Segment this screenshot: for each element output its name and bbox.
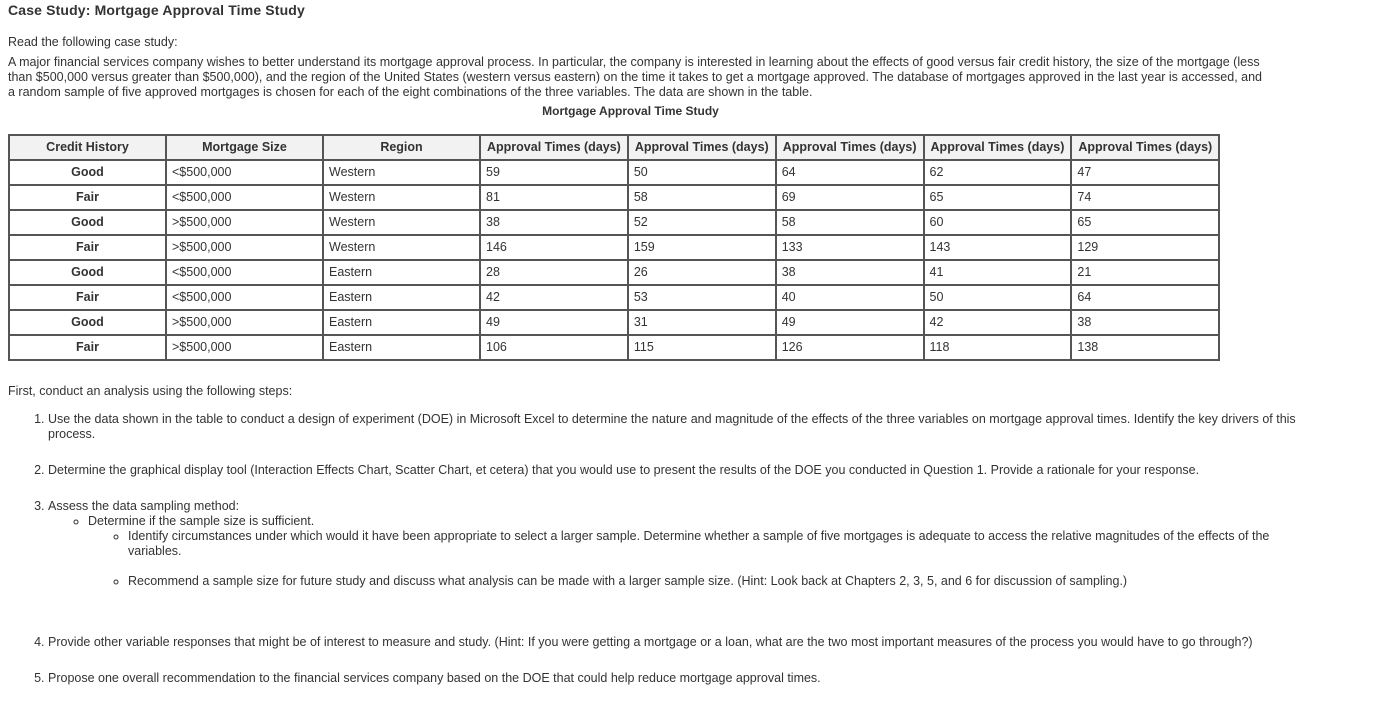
cell-region: Eastern	[323, 285, 480, 310]
cell-mortgage-size: <$500,000	[166, 260, 323, 285]
step-4: 4. Provide other variable responses that might be of interest to measure and study. (Hint: If you were getting a mortgage or a loan, what are the two most important measures of the process you would have to go through?)	[48, 635, 1298, 650]
cell-approval-time: 64	[776, 160, 924, 185]
cell-region: Western	[323, 160, 480, 185]
cell-mortgage-size: >$500,000	[166, 235, 323, 260]
cell-approval-time: 42	[480, 285, 628, 310]
cell-approval-time: 47	[1071, 160, 1219, 185]
cell-approval-time: 59	[480, 160, 628, 185]
step-2: 2. Determine the graphical display tool (Interaction Effects Chart, Scatter Chart, et cetera) that you would use to present the results of the DOE you conducted in Question 1. Provide a rationale for your response.	[48, 463, 1298, 478]
table-row	[9, 310, 1219, 335]
cell-approval-time: 50	[924, 285, 1072, 310]
intro-lead: Read the following case study:	[8, 35, 178, 49]
cell-approval-time: 146	[480, 235, 628, 260]
header-region: Region	[323, 135, 480, 160]
cell-approval-time: 129	[1071, 235, 1219, 260]
cell-approval-time: 26	[628, 260, 776, 285]
cell-region: Western	[323, 235, 480, 260]
cell-approval-time: 159	[628, 235, 776, 260]
cell-approval-time: 60	[924, 210, 1072, 235]
cell-approval-time: 38	[1071, 310, 1219, 335]
step-3-label: Assess the data sampling method:	[48, 499, 240, 513]
cell-region: Eastern	[323, 260, 480, 285]
table-caption: Mortgage Approval Time Study	[542, 104, 719, 118]
step-3-sublist	[48, 514, 1298, 589]
cell-approval-time: 65	[1071, 210, 1219, 235]
cell-approval-time: 21	[1071, 260, 1219, 285]
header-approval-times-3: Approval Times (days)	[776, 135, 924, 160]
cell-approval-time: 58	[776, 210, 924, 235]
cell-approval-time: 40	[776, 285, 924, 310]
cell-approval-time: 49	[480, 310, 628, 335]
step-3-nested-list	[88, 529, 1298, 589]
cell-approval-time: 69	[776, 185, 924, 210]
page-title: Case Study: Mortgage Approval Time Study	[8, 2, 305, 18]
header-approval-times-1: Approval Times (days)	[480, 135, 628, 160]
cell-approval-time: 143	[924, 235, 1072, 260]
cell-approval-time: 50	[628, 160, 776, 185]
cell-approval-time: 41	[924, 260, 1072, 285]
cell-approval-time: 62	[924, 160, 1072, 185]
cell-approval-time: 64	[1071, 285, 1219, 310]
cell-approval-time: 118	[924, 335, 1072, 360]
cell-region: Western	[323, 210, 480, 235]
cell-approval-time: 65	[924, 185, 1072, 210]
table-row	[9, 335, 1219, 360]
cell-credit-history: Good	[9, 160, 166, 185]
table-row	[9, 185, 1219, 210]
cell-credit-history: Fair	[9, 235, 166, 260]
cell-region: Eastern	[323, 335, 480, 360]
cell-approval-time: 52	[628, 210, 776, 235]
cell-approval-time: 31	[628, 310, 776, 335]
cell-approval-time: 28	[480, 260, 628, 285]
cell-mortgage-size: >$500,000	[166, 335, 323, 360]
step-3-nested-item-1: ◦ Identify circumstances under which would it have been appropriate to select a larger sample. Determine whether a sample of five mortgages is adequate to access the relative magnitudes of the effects of the variables.	[128, 529, 1298, 559]
table-header-row	[9, 135, 1219, 160]
cell-approval-time: 42	[924, 310, 1072, 335]
intro-paragraph: A major financial services company wishes to better understand its mortgage approval process. In particular, the company is interested in learning about the effects of good versus fair credit history, the size of the mortgage (less than $500,000 versus greater than $500,000), and the region of the United States (western versus eastern) on the time it takes to get a mortgage approved. The database of mortgages approved in the last year is accessed, and a random sample of five approved mortgages is chosen for each of the eight combinations of the three variables. The data are shown in the table.	[8, 55, 1263, 99]
cell-mortgage-size: <$500,000	[166, 160, 323, 185]
cell-credit-history: Good	[9, 260, 166, 285]
table-row	[9, 260, 1219, 285]
table-row	[9, 210, 1219, 235]
intro-section	[8, 35, 1268, 100]
cell-credit-history: Fair	[9, 285, 166, 310]
cell-credit-history: Fair	[9, 185, 166, 210]
step-3-subitem-label: Determine if the sample size is sufficient.	[88, 514, 315, 528]
step-3	[48, 499, 1298, 589]
cell-region: Western	[323, 185, 480, 210]
cell-approval-time: 53	[628, 285, 776, 310]
steps-list	[8, 412, 1298, 707]
cell-credit-history: Good	[9, 310, 166, 335]
header-credit-history: Credit History	[9, 135, 166, 160]
header-approval-times-2: Approval Times (days)	[628, 135, 776, 160]
cell-mortgage-size: >$500,000	[166, 210, 323, 235]
step-5: 5. Propose one overall recommendation to the financial services company based on the DOE that could help reduce mortgage approval times.	[48, 671, 1298, 686]
step-1: 1. Use the data shown in the table to conduct a design of experiment (DOE) in Microsoft Excel to determine the nature and magnitude of the effects of the three variables on mortgage approval times. Identify the key drivers of this process.	[48, 412, 1298, 442]
cell-approval-time: 115	[628, 335, 776, 360]
cell-credit-history: Fair	[9, 335, 166, 360]
header-approval-times-4: Approval Times (days)	[924, 135, 1072, 160]
cell-mortgage-size: >$500,000	[166, 310, 323, 335]
cell-approval-time: 74	[1071, 185, 1219, 210]
cell-mortgage-size: <$500,000	[166, 185, 323, 210]
cell-approval-time: 58	[628, 185, 776, 210]
steps-intro: First, conduct an analysis using the following steps:	[8, 384, 293, 398]
header-mortgage-size: Mortgage Size	[166, 135, 323, 160]
cell-approval-time: 126	[776, 335, 924, 360]
cell-approval-time: 133	[776, 235, 924, 260]
header-approval-times-5: Approval Times (days)	[1071, 135, 1219, 160]
cell-approval-time: 106	[480, 335, 628, 360]
cell-region: Eastern	[323, 310, 480, 335]
step-3-subitem	[88, 514, 1298, 589]
step-3-nested-item-2: ◦ Recommend a sample size for future study and discuss what analysis can be made with a larger sample size. (Hint: Look back at Chapters 2, 3, 5, and 6 for discussion of sampling.)	[128, 574, 1298, 589]
table-row	[9, 235, 1219, 260]
approval-time-table	[8, 134, 1220, 361]
cell-approval-time: 38	[480, 210, 628, 235]
cell-approval-time: 138	[1071, 335, 1219, 360]
cell-credit-history: Good	[9, 210, 166, 235]
cell-approval-time: 81	[480, 185, 628, 210]
cell-approval-time: 38	[776, 260, 924, 285]
table-row	[9, 160, 1219, 185]
table-row	[9, 285, 1219, 310]
cell-mortgage-size: <$500,000	[166, 285, 323, 310]
cell-approval-time: 49	[776, 310, 924, 335]
